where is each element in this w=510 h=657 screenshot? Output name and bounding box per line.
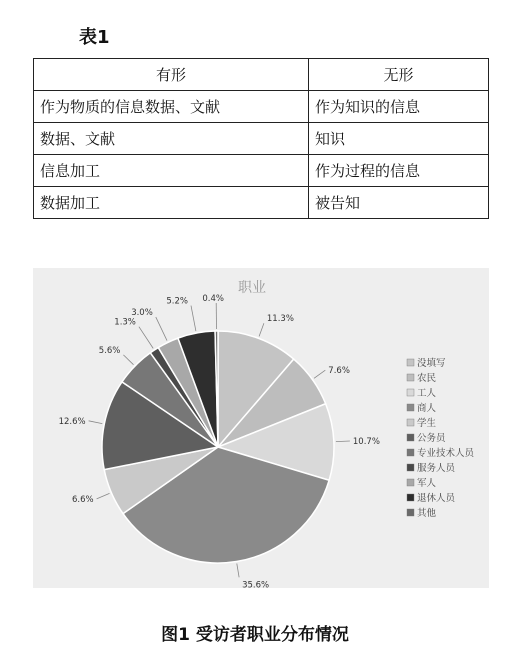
pie-data-label: 5.6% — [98, 345, 121, 356]
legend-swatch — [407, 509, 414, 516]
table-cell: 信息加工 — [34, 155, 309, 187]
table-header-tangible: 有形 — [34, 59, 309, 91]
pie-data-label: 35.6% — [242, 580, 270, 588]
table-cell: 作为知识的信息 — [309, 91, 489, 123]
legend-swatch — [407, 389, 414, 396]
pie-leader-line — [191, 306, 196, 332]
legend-label: 专业技术人员 — [417, 448, 475, 459]
table-header-row — [34, 59, 489, 91]
legend-swatch — [407, 464, 414, 471]
legend-swatch — [407, 494, 414, 501]
legend-label: 商人 — [417, 403, 437, 414]
legend-label: 农民 — [417, 373, 437, 384]
pie-chart — [33, 268, 489, 588]
pie-leader-line — [336, 441, 350, 442]
table-title: 表1 — [79, 27, 110, 48]
figure-caption: 图1 受访者职业分布情况 — [161, 625, 349, 645]
pie-leader-line — [97, 493, 110, 499]
pie-data-label: 1.3% — [114, 317, 136, 328]
table-row — [34, 187, 489, 219]
pie-slices — [102, 331, 334, 563]
table-cell: 被告知 — [309, 187, 489, 219]
table-cell: 作为过程的信息 — [309, 155, 489, 187]
pie-leader-line — [259, 323, 264, 336]
legend-label: 军人 — [417, 478, 437, 489]
chart-legend — [407, 357, 476, 519]
pie-data-label: 6.6% — [71, 494, 94, 505]
legend-label: 工人 — [417, 388, 437, 399]
legend-label: 学生 — [417, 418, 437, 429]
pie-leader-line — [123, 355, 133, 365]
pie-leader-line — [156, 317, 167, 341]
legend-label: 服务人员 — [417, 463, 456, 474]
legend-swatch — [407, 359, 414, 366]
legend-label: 公务员 — [417, 433, 446, 444]
legend-swatch — [407, 449, 414, 456]
table-cell: 作为物质的信息数据、文献 — [34, 91, 309, 123]
legend-label: 没填写 — [417, 358, 446, 369]
legend-swatch — [407, 479, 414, 486]
table-row — [34, 155, 489, 187]
legend-label: 其他 — [417, 508, 437, 519]
legend-swatch — [407, 419, 414, 426]
pie-data-label: 0.4% — [202, 294, 225, 304]
pie-leader-line — [237, 564, 239, 578]
pie-data-label: 7.6% — [328, 366, 350, 377]
legend-swatch — [407, 374, 414, 381]
pie-leader-line — [314, 370, 325, 378]
table-cell: 知识 — [309, 123, 489, 155]
pie-leader-line — [139, 327, 153, 349]
table-row — [34, 91, 489, 123]
pie-chart-area — [33, 268, 489, 588]
legend-swatch — [407, 434, 414, 441]
info-table — [33, 58, 489, 219]
table-cell: 数据加工 — [34, 187, 309, 219]
table-cell: 数据、文献 — [34, 123, 309, 155]
pie-data-label: 5.2% — [166, 296, 188, 307]
legend-swatch — [407, 404, 414, 411]
pie-data-label: 12.6% — [58, 416, 86, 427]
pie-data-label: 10.7% — [352, 437, 380, 447]
chart-title: 职业 — [238, 280, 266, 296]
pie-data-label: 11.3% — [266, 314, 294, 325]
pie-data-label: 3.0% — [131, 308, 153, 319]
table-header-intangible: 无形 — [309, 59, 489, 91]
pie-leader-line — [89, 421, 103, 424]
legend-label: 退休人员 — [417, 493, 456, 504]
table-row — [34, 123, 489, 155]
